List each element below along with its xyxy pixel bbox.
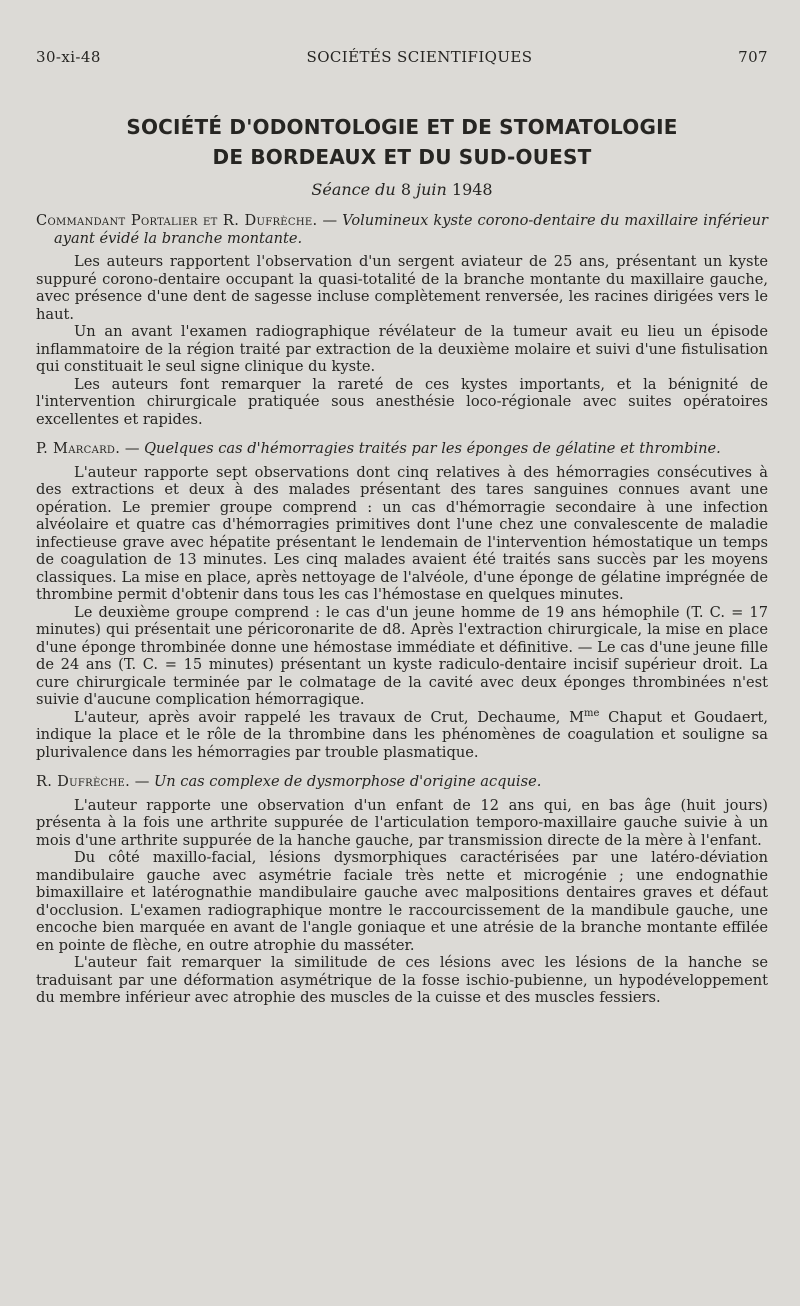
paragraph: L'auteur rapporte une observation d'un enfant de 12 ans qui, en bas âge (huit jours) présenta à la fois une arthrite suppurée de l'articulation temporo-maxillaire gauche suivie à un mois d'une arthrite suppurée de la hanche gauche, par transmission directe de la mère à l'enfant.: [36, 796, 768, 849]
article-body: [36, 212, 768, 1007]
entry-title: Quelques cas d'hémorragies traités par les éponges de gélatine et thrombine.: [144, 440, 721, 457]
paragraph: Les auteurs font remarquer la rareté de ces kystes importants, et la bénignité de l'intervention chirurgicale pratiquée sous anesthésie loco-régionale avec suites opératoires excellentes et rapides.: [36, 375, 768, 428]
session-date: [36, 180, 768, 199]
running-head-date: 30-xi-48: [36, 48, 101, 66]
entry-heading: [36, 773, 768, 791]
entry-authors: P. Marcard.: [36, 440, 121, 457]
entry-dash: —: [130, 773, 154, 790]
entry-title: Volumineux kyste corono-dentaire du maxillaire inférieur ayant évidé la branche montante.: [54, 212, 768, 247]
society-title-line-2: DE BORDEAUX ET DU SUD-OUEST: [212, 145, 592, 169]
session-prefix: Séance du: [311, 180, 396, 199]
page-number: 707: [738, 48, 768, 66]
paragraph: L'auteur fait remarquer la similitude de ces lésions avec les lésions de la hanche se traduisant par une déformation asymétrique de la fosse ischio-pubienne, un hypodéveloppement du membre inférieur avec atrophie des muscles de la cuisse et des muscles fessiers.: [36, 954, 768, 1006]
session-year: 1948: [451, 180, 493, 199]
entry-dash: —: [317, 212, 343, 229]
running-head: [36, 48, 768, 66]
paragraph: [36, 709, 768, 762]
entry-title: Un cas complexe de dysmorphose d'origine acquise.: [153, 773, 542, 790]
entry-authors: Commandant Portalier et R. Dufrèche.: [36, 212, 318, 229]
entry-dash: —: [120, 440, 145, 457]
session-month: juin: [416, 180, 447, 199]
paragraph-text: Chaput et Goudaert, indique la place et le rôle de la thrombine dans les phénomènes de coagulation et souligne sa plurivalence dans les hémorragies par trouble plasmatique.: [36, 708, 768, 761]
paragraph: L'auteur rapporte sept observations dont cinq relatives à des hémorragies consécutives à des extractions et deux à des malades présentant des tares sanguines connues avant une opération. Le premier groupe comprend : un cas d'hémorragie secondaire à une infection alvéolaire et quatre cas d'hémorragies primitives dont l'une chez une convalescente de maladie infectieuse grave avec hépatite présentant le lendemain de l'intervention hémostatique un temps de coagulation de 13 minutes. Les cinq malades avaient été traités sans succès par les moyens classiques. La mise en place, après nettoyage de l'alvéole, d'une éponge de gélatine imprégnée de thrombine permit d'obtenir dans tous les cas l'hémostase en quelques minutes.: [36, 463, 768, 603]
society-title-line-1: SOCIÉTÉ D'ODONTOLOGIE ET DE STOMATOLOGIE: [126, 115, 678, 139]
paragraph: Un an avant l'examen radiographique révélateur de la tumeur avait eu lieu un épisode inflammatoire de la région traité par extraction de la deuxième molaire et suivi d'une fistulisation qui constituait le seul signe clinique du kyste.: [36, 323, 768, 375]
entry-authors: R. Dufrèche.: [36, 773, 131, 790]
paragraph: Du côté maxillo-facial, lésions dysmorphiques caractérisées par une latéro-déviation mandibulaire gauche avec asymétrie faciale très nette et microgénie ; une endognathie bimaxillaire et latérognathie mandibulaire gauche avec malpositions dentaires graves et défaut d'occlusion. L'examen radiographique montre le raccourcissement de la mandibule gauche, une encoche bien marquée en avant de l'angle goniaque et une atrésie de la branche montante effilée en pointe de flèche, en outre atrophie du masséter.: [36, 849, 768, 954]
session-day: 8: [400, 180, 412, 199]
paragraph: Le deuxième groupe comprend : le cas d'un jeune homme de 19 ans hémophile (T. C. = 17 minutes) qui présentait une péricoronarite de d8. Après l'extraction chirurgicale, la mise en place d'une éponge thrombinée donne une hémostase immédiate et définitive. — Le cas d'une jeune fille de 24 ans (T. C. = 15 minutes) présentant un kyste radiculo-dentaire incisif supérieur droit. La cure chirurgicale terminée par le colmatage de la cavité avec deux éponges thrombinées n'est suivie d'aucune complication hémorragique.: [36, 603, 768, 708]
running-head-section: SOCIÉTÉS SCIENTIFIQUES: [306, 48, 533, 66]
superscript: me: [584, 707, 600, 719]
entry-heading: [36, 212, 768, 247]
entry-heading: [36, 440, 768, 458]
paragraph-text: L'auteur, après avoir rappelé les travaux de Crut, Dechaume, M: [74, 708, 585, 726]
society-title: [36, 112, 768, 172]
paragraph: Les auteurs rapportent l'observation d'un sergent aviateur de 25 ans, présentant un kyste suppuré corono-dentaire occupant la quasi-totalité de la branche montante du maxillaire gauche, avec présence d'une dent de sagesse incluse complètement renversée, les racines dirigées vers le haut.: [36, 253, 768, 323]
